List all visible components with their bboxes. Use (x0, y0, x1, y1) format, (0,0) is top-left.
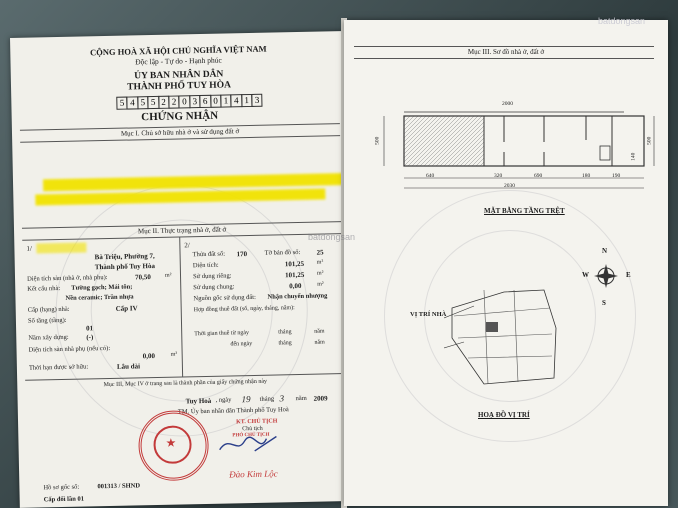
location-map-caption: HOẠ ĐỒ VỊ TRÍ (478, 411, 530, 419)
serial-digit: 5 (116, 97, 128, 110)
dimension-320: 320 (494, 173, 503, 179)
floor-plan-caption: MẶT BẰNG TẦNG TRỆT (484, 207, 565, 215)
section-2-heading: Mục II. Thực trạng nhà ở, đất ở (137, 225, 227, 236)
lease-from-month: tháng (278, 329, 292, 336)
dimension-2000: 2000 (502, 101, 513, 107)
signer-kt: KT. CHỦ TỊCH (236, 418, 278, 426)
dimension-180: 180 (582, 173, 591, 179)
serial-digit: 5 (147, 96, 159, 109)
site-watermark-center: batdongsan (308, 232, 356, 242)
issue-place: Tuy Hoà (185, 396, 212, 406)
record-label: Hồ sơ gốc số: (43, 483, 80, 492)
signer-line: TM. Ủy ban nhân dân Thành phố Tuy Hoà (177, 406, 289, 416)
dimension-690: 690 (534, 173, 543, 179)
official-red-stamp (138, 410, 209, 481)
committee-name: ỦY BAN NHÂN DÂN (134, 69, 224, 82)
dimension-190: 190 (612, 173, 621, 179)
map-sheet-value: 25 (316, 248, 324, 257)
site-watermark: batdongsan (598, 16, 646, 26)
lease-until-label: đến ngày (230, 340, 253, 348)
area-unit: m² (316, 259, 324, 266)
serial-digit: 0 (210, 95, 222, 108)
issue-year: 2009 (313, 394, 328, 403)
origin-value: Nhận chuyển nhượng (267, 292, 328, 301)
structure-value-2: Nền ceramic; Trần nhựa (65, 293, 134, 302)
area-value: 101,25 (284, 259, 305, 269)
serial-digit: 3 (189, 95, 201, 108)
city-name: THÀNH PHỐ TUY HÒA (127, 80, 232, 93)
floors-value: 01 (86, 324, 94, 333)
shared-use-value: 0,00 (289, 281, 302, 291)
shared-use-unit: m² (317, 281, 324, 288)
address-line-2: Thành phố Tuy Hòa (94, 262, 156, 272)
build-year-label: Năm xây dựng: (28, 333, 69, 342)
shared-use-label: Sử dụng chung: (193, 283, 235, 292)
serial-digit: 0 (179, 95, 191, 108)
floor-plan-drawing (364, 102, 664, 222)
term-label: Thời hạn được sở hữu: (28, 363, 89, 372)
compass-north: N (602, 247, 608, 255)
signer-role-vice: PHÓ CHỦ TỊCH (232, 432, 270, 439)
house-location-label: VỊ TRÍ NHÀ (410, 311, 447, 318)
redacted-house-number (36, 242, 86, 253)
private-use-label: Sử dụng riêng: (192, 272, 232, 281)
grade-label: Cấp (hạng) nhà: (27, 305, 70, 314)
floor-area-unit: m² (164, 272, 172, 279)
compass-rose (588, 252, 628, 298)
section-note: Mục III, Mục IV ở trang sau là thành phần của giấy chứng nhận này (103, 378, 268, 389)
term-value: Lâu dài (116, 362, 141, 371)
star-icon: ★ (165, 435, 177, 450)
serial-digit: 3 (251, 94, 263, 107)
build-year-value: (-) (86, 333, 94, 342)
private-use-unit: m² (316, 270, 324, 277)
signer-role: Chủ tịch (242, 425, 263, 433)
compass-south: S (602, 299, 606, 307)
lease-term-label: Thời gian thuê từ ngày (194, 330, 250, 338)
location-map-drawing (444, 278, 564, 388)
serial-digit: 2 (168, 95, 180, 108)
signer-name: Đào Kim Lộc (229, 468, 278, 480)
divider (354, 58, 654, 59)
certificate-title: CHỨNG NHẬN (141, 109, 219, 124)
section-1-heading: Mục I. Chủ sở hữu nhà ở và sử dụng đất ở (120, 127, 240, 138)
issue-month: 3 (279, 393, 285, 404)
land-column-number: 2/ (184, 241, 190, 250)
divider (354, 46, 654, 47)
dimension-140: 140 (630, 152, 637, 161)
certificate-back-page (344, 20, 668, 506)
serial-digit: 4 (127, 96, 139, 109)
origin-label: Nguồn gốc sử dụng đất: (193, 293, 256, 303)
structure-label: Kết cấu nhà: (27, 285, 61, 293)
serial-number-boxes (117, 94, 263, 110)
copy-issue-label: Cấp đổi lần 01 (43, 495, 85, 504)
private-use-value: 101,25 (284, 270, 305, 280)
house-column-number: 1/ (26, 244, 32, 253)
floor-area-label: Diện tích sàn (nhà ở, nhà phụ): (26, 274, 108, 283)
lease-from-year: năm (314, 328, 325, 335)
serial-digit: 5 (137, 96, 149, 109)
plot-value: 170 (236, 250, 248, 259)
nation-title: CỘNG HOÀ XÃ HỘI CHỦ NGHĨA VIỆT NAM (89, 43, 267, 58)
area-label: Diện tích: (192, 261, 219, 270)
aux-area-label: Diện tích sàn nhà phụ (nếu có): (28, 344, 111, 354)
compass-east: E (626, 271, 631, 279)
serial-digit: 2 (158, 96, 170, 109)
certificate-front-page (10, 31, 356, 508)
section-3-heading: Mục III. Sơ đồ nhà ở, đất ở (467, 48, 545, 56)
serial-digit: 1 (241, 94, 253, 107)
motto: Độc lập - Tự do - Hạnh phúc (135, 55, 222, 67)
issue-month-label: tháng (259, 395, 275, 403)
issue-day-label: , ngày (215, 396, 232, 404)
aux-area-unit: m² (170, 351, 178, 358)
dimension-640: 640 (426, 173, 435, 179)
compass-west: W (582, 271, 589, 279)
signature-mark (214, 425, 285, 459)
floors-label: Số tầng (tầng): (27, 316, 67, 325)
map-sheet-label: Tờ bản đồ số: (264, 248, 301, 257)
structure-value: Tường gạch; Mái tôn; (71, 283, 133, 292)
dimension-500-right: 500 (646, 136, 653, 145)
aux-area-value: 0,00 (142, 352, 156, 361)
grade-value: Cấp IV (115, 304, 138, 313)
dimension-500-left: 500 (374, 136, 381, 145)
serial-digit: 1 (220, 94, 232, 107)
issue-year-label: năm (295, 394, 307, 403)
serial-digit: 4 (231, 94, 243, 107)
issue-day: 19 (241, 394, 251, 405)
dimension-2030: 2030 (504, 183, 515, 189)
lease-contract-label: Hợp đồng thuê đất (số, ngày, tháng, năm): (193, 305, 295, 314)
serial-digit: 6 (199, 95, 211, 108)
address-line-1: Bà Triệu, Phường 7, (94, 252, 155, 262)
lease-until-year: năm (314, 339, 325, 346)
lease-until-month: tháng (278, 340, 292, 347)
floor-area-value: 70,50 (134, 273, 151, 282)
record-value: 001313 / SHND (97, 482, 141, 491)
plot-label: Thửa đất số: (192, 250, 226, 259)
